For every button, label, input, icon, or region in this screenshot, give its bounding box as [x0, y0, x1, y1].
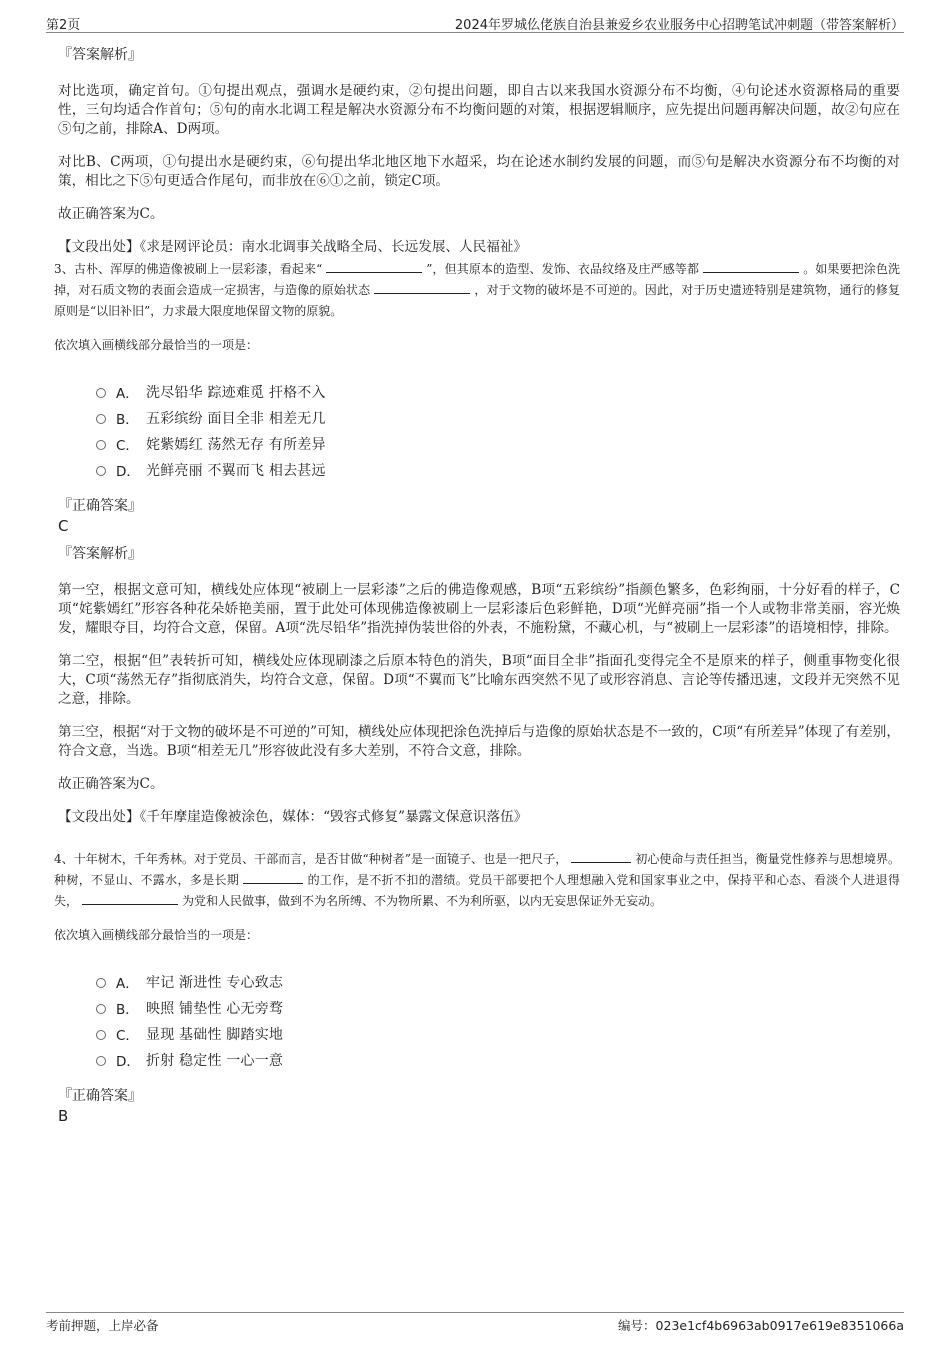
analysis-paragraph: 第一空，根据文意可知，横线处应体现“被刷上一层彩漆”之后的佛造像观感，B项“五彩缤纷”指颜色繁多，色彩绚丽，十分好看的样子，C项“姹紫嫣红”形容各种花朵娇艳美丽，置于此处可体现佛造像被刷上一层彩漆后色彩鲜艳，D项“光鲜亮丽”指一个人或物非常美丽，容光焕发，耀眼夺目，均符合文意，保留。A项“洗尽铅华”指洗掉伪装世俗的外表，不施粉黛，不藏心机，与“被刷上一层彩漆”的语境相悖，排除。 [58, 582, 900, 636]
page-header [46, 12, 904, 33]
analysis-paragraph: 对比B、C两项，①句提出水是硬约束，⑥句提出华北地区地下水超采，均在论述水制约发展的问题，而⑤句是解决水资源分布不均衡的对策，相比之下⑤句更适合作尾句，而非放在⑥①之前，锁定C项。 [58, 154, 900, 189]
question-prompt: 依次填入画横线部分最恰当的一项是： [54, 928, 259, 942]
radio-icon[interactable] [96, 414, 106, 424]
radio-icon[interactable] [96, 388, 106, 398]
radio-icon[interactable] [96, 1030, 106, 1040]
option-b[interactable]: B． 映照 铺垫性 心无旁骛 [96, 995, 900, 1021]
question-4-stem: 4、十年树木，千年秀林。对于党员、干部而言，是否甘做“种树者”是一面镜子、也是一把尺子， 初心使命与责任担当，衡量党性修养与思想境界。种树，不显山、不露水，多是长期 的工作，是不折不扣的潜绩。党员干部要把个人理想融入党和国家事业之中，保持平和心态、看淡个人进退得失， 为党和人民做事，做到不为名所缚、不为物所累、不为利所驱，以内无妄思保证外无妄动。 [54, 852, 900, 908]
analysis-paragraph: 对比选项，确定首句。①句提出观点，强调水是硬约束，②句提出问题，即自古以来我国水资源分布不均衡，④句论述水资源格局的重要性，三句均适合作首句；⑤句的南水北调工程是解决水资源分布不均衡问题的对策，根据逻辑顺序，应先提出问题再解决问题，故②句应在⑤句之前，排除A、D两项。 [58, 83, 900, 137]
analysis-heading: 『答案解析』 [58, 47, 142, 63]
option-c[interactable]: C． 显现 基础性 脚踏实地 [96, 1021, 900, 1047]
analysis-paragraph: 第二空，根据“但”表转折可知，横线处应体现刷漆之后原本特色的消失，B项“面目全非”指面孔变得完全不是原来的样子，侧重事物变化很大，C项“荡然无存”指彻底消失，均符合文意，保留。D项“不翼而飞”比喻东西突然不见了或形容消息、言论等传播迅速，文段并无突然不见之意，排除。 [58, 653, 900, 707]
footer-slogan: 考前押题，上岸必备 [46, 1318, 159, 1333]
radio-icon[interactable] [96, 978, 106, 988]
analysis-paragraph: 第三空，根据“对于文物的破坏是不可逆的”可知，横线处应体现把涂色洗掉后与造像的原始状态是不一致的，C项“有所差异”体现了有差别，符合文意，当选。B项“相差无几”形容彼此没有多大差别，不符合文意，排除。 [58, 724, 900, 759]
page-number: 第2页 [46, 18, 81, 33]
question-3-stem: 3、古朴、浑厚的佛造像被刷上一层彩漆，看起来“ ”，但其原本的造型、发饰、衣品纹络及庄严感等都 。如果要把涂色洗掉，对石质文物的表面会造成一定损害，与造像的原始状态 ，对于文物的破坏是不可逆的。因此，对于历史遗迹特别是建筑物，通行的修复原则是“以旧补旧”，力求最大限度地保留文物的原貌。 [54, 262, 900, 318]
correct-answer: B [58, 1107, 69, 1125]
option-d[interactable]: D． 折射 稳定性 一心一意 [96, 1047, 900, 1073]
question-4-options [96, 969, 900, 1073]
correct-answer: C [58, 517, 69, 535]
question-3-options [96, 379, 900, 483]
analysis-paragraph: 故正确答案为C。 [58, 776, 164, 792]
radio-icon[interactable] [96, 440, 106, 450]
blank-line [703, 260, 799, 273]
source-citation: 【文段出处】《千年摩崖造像被涂色，媒体：“毁容式修复”暴露文保意识落伍》 [58, 809, 528, 825]
radio-icon[interactable] [96, 1004, 106, 1014]
blank-line [82, 892, 178, 905]
document-body [56, 44, 900, 1133]
option-a[interactable]: A． 牢记 渐进性 专心致志 [96, 969, 900, 995]
analysis-paragraph: 故正确答案为C。 [58, 206, 164, 222]
question-prompt: 依次填入画横线部分最恰当的一项是： [54, 338, 259, 352]
page-footer [46, 1312, 904, 1335]
document-code: 编号：023e1cf4b6963ab0917e619e8351066a [618, 1318, 904, 1333]
blank-line [571, 850, 631, 863]
radio-icon[interactable] [96, 1056, 106, 1066]
blank-line [326, 260, 422, 273]
option-a[interactable]: A． 洗尽铅华 踪迹难觅 扞格不入 [96, 379, 900, 405]
radio-icon[interactable] [96, 466, 106, 476]
document-title: 2024年罗城仫佬族自治县兼爱乡农业服务中心招聘笔试冲刺题（带答案解析） [454, 18, 904, 33]
option-c[interactable]: C． 姹紫嫣红 荡然无存 有所差异 [96, 431, 900, 457]
option-b[interactable]: B． 五彩缤纷 面目全非 相差无几 [96, 405, 900, 431]
answer-heading: 『正确答案』 [58, 498, 142, 514]
blank-line [243, 871, 303, 884]
blank-line [374, 281, 470, 294]
source-citation: 【文段出处】《求是网评论员：南水北调事关战略全局、长远发展、人民福祉》 [58, 239, 527, 255]
analysis-heading: 『答案解析』 [58, 546, 142, 562]
answer-heading: 『正确答案』 [58, 1088, 142, 1104]
option-d[interactable]: D． 光鲜亮丽 不翼而飞 相去甚远 [96, 457, 900, 483]
